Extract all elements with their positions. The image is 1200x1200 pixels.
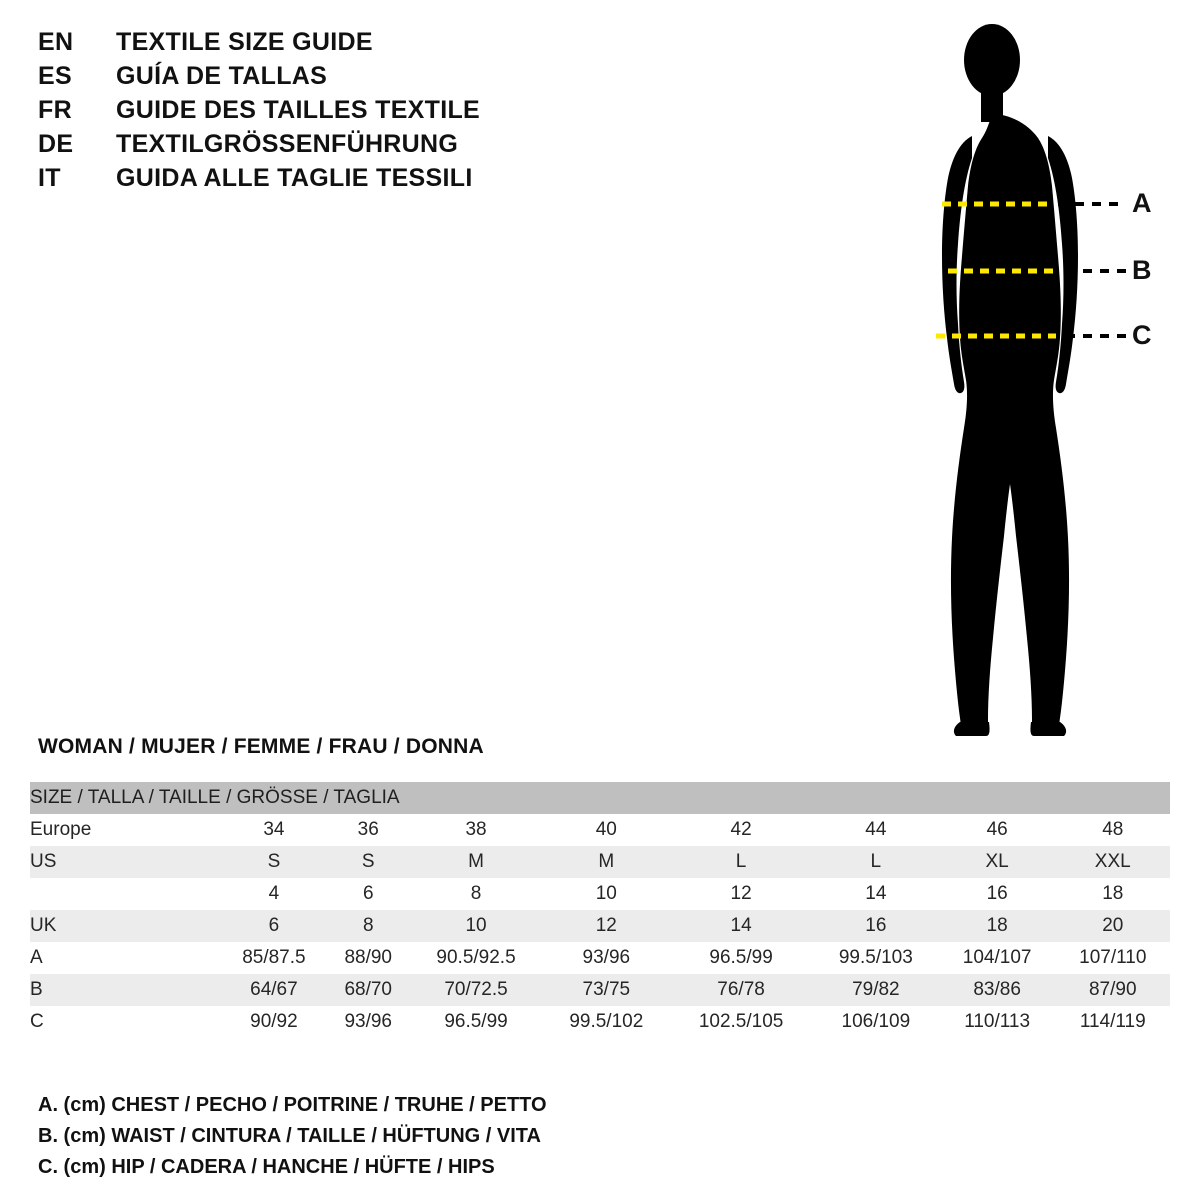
footnote-a: A. (cm) CHEST / PECHO / POITRINE / TRUHE / PETTO xyxy=(38,1094,547,1116)
row-label-uk: UK xyxy=(30,910,220,942)
cell-europe-3: 40 xyxy=(543,814,669,846)
cell-uk-7: 20 xyxy=(1056,910,1170,942)
table-row xyxy=(30,974,1170,1006)
language-code-fr: FR xyxy=(38,96,72,124)
language-title-es: GUÍA DE TALLAS xyxy=(116,62,328,90)
cell-uk-2: 10 xyxy=(409,910,544,942)
cell-europe-2: 38 xyxy=(409,814,544,846)
cell-europe-1: 36 xyxy=(328,814,409,846)
cell-europe-0: 34 xyxy=(220,814,328,846)
table-header-row xyxy=(30,782,1170,814)
cell-us-4: L xyxy=(669,846,813,878)
table-row xyxy=(30,1006,1170,1038)
cell-usnum-7: 18 xyxy=(1056,878,1170,910)
cell-usnum-1: 6 xyxy=(328,878,409,910)
cell-c-6: 110/113 xyxy=(939,1006,1056,1038)
cell-usnum-3: 10 xyxy=(543,878,669,910)
cell-b-2: 70/72.5 xyxy=(409,974,544,1006)
cell-uk-0: 6 xyxy=(220,910,328,942)
cell-usnum-4: 12 xyxy=(669,878,813,910)
measure-label-b: B xyxy=(1132,255,1152,285)
cell-a-6: 104/107 xyxy=(939,942,1056,974)
section-heading-woman: WOMAN / MUJER / FEMME / FRAU / DONNA xyxy=(38,735,484,758)
cell-a-7: 107/110 xyxy=(1056,942,1170,974)
row-label-b: B xyxy=(30,974,220,1006)
body-silhouette-icon xyxy=(860,18,1190,748)
cell-a-3: 93/96 xyxy=(543,942,669,974)
footnote-c: C. (cm) HIP / CADERA / HANCHE / HÜFTE / HIPS xyxy=(38,1156,495,1178)
table-row xyxy=(30,814,1170,846)
cell-b-4: 76/78 xyxy=(669,974,813,1006)
cell-usnum-5: 14 xyxy=(813,878,939,910)
cell-us-6: XL xyxy=(939,846,1056,878)
cell-c-3: 99.5/102 xyxy=(543,1006,669,1038)
row-label-us: US xyxy=(30,846,220,878)
female-body-figure xyxy=(860,18,1190,748)
cell-c-1: 93/96 xyxy=(328,1006,409,1038)
cell-a-5: 99.5/103 xyxy=(813,942,939,974)
table-row xyxy=(30,910,1170,942)
cell-us-5: L xyxy=(813,846,939,878)
language-code-de: DE xyxy=(38,130,74,158)
cell-usnum-0: 4 xyxy=(220,878,328,910)
language-code-en: EN xyxy=(38,28,74,56)
row-label-c: C xyxy=(30,1006,220,1038)
cell-uk-5: 16 xyxy=(813,910,939,942)
measure-label-c: C xyxy=(1132,320,1152,350)
title-block xyxy=(38,28,658,198)
table-row xyxy=(30,846,1170,878)
cell-c-5: 106/109 xyxy=(813,1006,939,1038)
cell-europe-4: 42 xyxy=(669,814,813,846)
language-row-es xyxy=(38,62,658,96)
language-code-it: IT xyxy=(38,164,61,192)
cell-b-5: 79/82 xyxy=(813,974,939,1006)
cell-a-4: 96.5/99 xyxy=(669,942,813,974)
language-row-en xyxy=(38,28,658,62)
cell-a-2: 90.5/92.5 xyxy=(409,942,544,974)
cell-europe-7: 48 xyxy=(1056,814,1170,846)
cell-b-7: 87/90 xyxy=(1056,974,1170,1006)
cell-b-0: 64/67 xyxy=(220,974,328,1006)
cell-europe-5: 44 xyxy=(813,814,939,846)
size-table xyxy=(30,782,1170,1038)
row-label-us-numeric xyxy=(30,878,220,910)
language-row-it xyxy=(38,164,658,198)
table-row xyxy=(30,878,1170,910)
cell-us-1: S xyxy=(328,846,409,878)
language-code-es: ES xyxy=(38,62,72,90)
table-row xyxy=(30,942,1170,974)
cell-uk-4: 14 xyxy=(669,910,813,942)
measure-label-a: A xyxy=(1132,188,1152,218)
language-title-it: GUIDA ALLE TAGLIE TESSILI xyxy=(116,164,473,192)
cell-uk-6: 18 xyxy=(939,910,1056,942)
cell-usnum-6: 16 xyxy=(939,878,1056,910)
row-label-europe: Europe xyxy=(30,814,220,846)
cell-uk-1: 8 xyxy=(328,910,409,942)
row-label-a: A xyxy=(30,942,220,974)
cell-c-2: 96.5/99 xyxy=(409,1006,544,1038)
cell-c-4: 102.5/105 xyxy=(669,1006,813,1038)
table-header-label: SIZE / TALLA / TAILLE / GRÖSSE / TAGLIA xyxy=(30,782,1170,814)
cell-a-1: 88/90 xyxy=(328,942,409,974)
language-title-en: TEXTILE SIZE GUIDE xyxy=(116,28,373,56)
cell-us-0: S xyxy=(220,846,328,878)
cell-b-3: 73/75 xyxy=(543,974,669,1006)
language-row-fr xyxy=(38,96,658,130)
cell-us-7: XXL xyxy=(1056,846,1170,878)
cell-usnum-2: 8 xyxy=(409,878,544,910)
cell-us-3: M xyxy=(543,846,669,878)
cell-a-0: 85/87.5 xyxy=(220,942,328,974)
cell-b-6: 83/86 xyxy=(939,974,1056,1006)
cell-c-7: 114/119 xyxy=(1056,1006,1170,1038)
cell-b-1: 68/70 xyxy=(328,974,409,1006)
cell-us-2: M xyxy=(409,846,544,878)
footnote-b: B. (cm) WAIST / CINTURA / TAILLE / HÜFTUNG / VITA xyxy=(38,1125,541,1147)
cell-c-0: 90/92 xyxy=(220,1006,328,1038)
language-title-de: TEXTILGRÖSSENFÜHRUNG xyxy=(116,130,459,158)
language-row-de xyxy=(38,130,658,164)
cell-europe-6: 46 xyxy=(939,814,1056,846)
cell-uk-3: 12 xyxy=(543,910,669,942)
footnotes xyxy=(38,1090,838,1183)
language-title-fr: GUIDE DES TAILLES TEXTILE xyxy=(116,96,481,124)
